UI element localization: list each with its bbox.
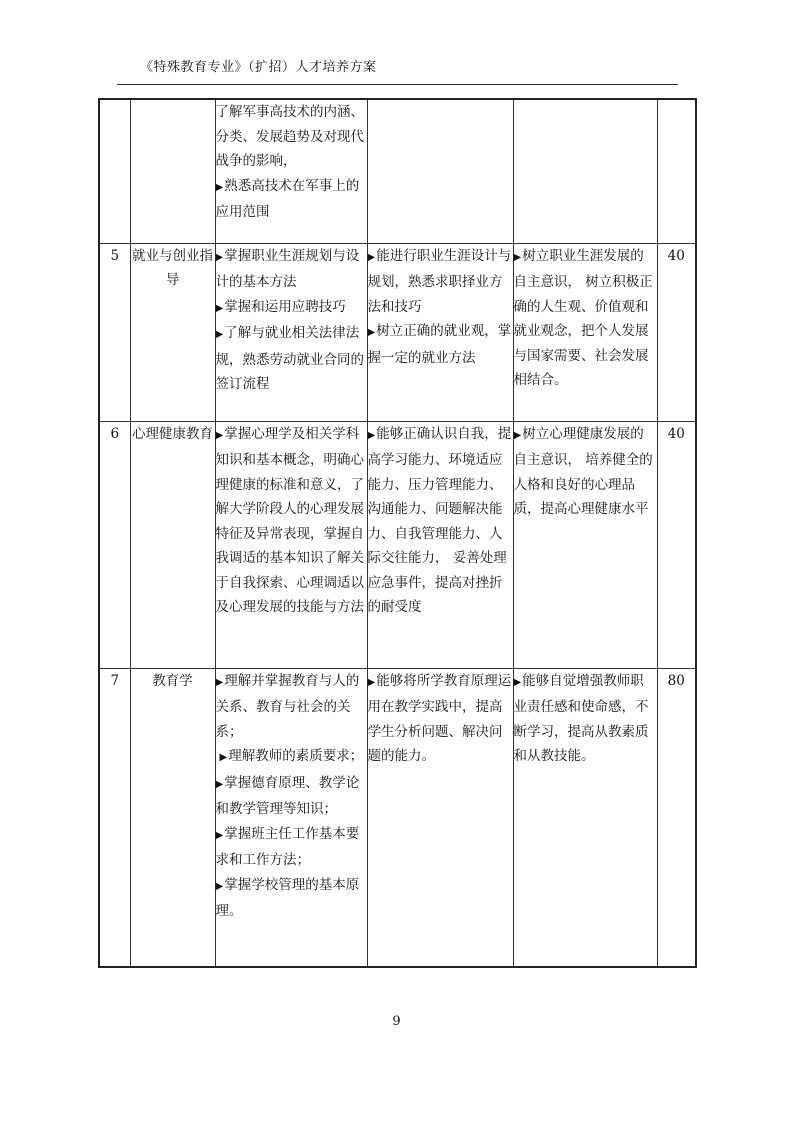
bullet-arrow-icon: ▶ xyxy=(367,251,376,263)
course-number: 6 xyxy=(99,421,130,668)
cell-item xyxy=(216,295,367,322)
course-name xyxy=(130,99,215,243)
course-number: 5 xyxy=(99,243,130,421)
cell-item-text: 树立正确的就业观，掌握一定的就业方法 xyxy=(367,323,512,366)
bullet-arrow-icon: ▶ xyxy=(215,829,224,841)
cell-item xyxy=(514,422,657,522)
cell-item xyxy=(368,422,513,620)
course-hours: 40 xyxy=(657,421,696,668)
bullet-arrow-icon: ▶ xyxy=(367,429,376,441)
ability-cell xyxy=(367,99,513,243)
course-number xyxy=(99,99,130,243)
cell-item-text: 树立心理健康发展的自主意识， 培养健全的人格和良好的心理品质，提高心理健康水平 xyxy=(513,425,653,517)
cell-item xyxy=(216,771,367,822)
bullet-arrow-icon: ▶ xyxy=(219,752,228,763)
ability-cell xyxy=(367,421,513,668)
knowledge-cell xyxy=(215,421,367,668)
cell-item-text: 掌握心理学及相关学科知识和基本概念，明确心理健康的标准和意义，了解大学阶段人的心理发展特征及异常表现，掌握自我调适的基本知识了解关于自我探索、心理调适以及心理发展的技能与方法 xyxy=(215,425,364,615)
cell-item-text: 熟悉高技术在军事上的应用范围 xyxy=(215,177,360,220)
cell-item-text: 掌握学校管理的基本原理。 xyxy=(215,876,360,919)
cell-item xyxy=(514,669,657,769)
cell-item-text: 了解军事高技术的内涵、分类、发展趋势及对现代战争的影响， xyxy=(215,104,364,169)
cell-item-text: 掌握德育原理、教学论和教学管理等知识； xyxy=(215,774,360,817)
quality-cell xyxy=(513,243,657,421)
course-hours xyxy=(657,99,696,243)
cell-item-text: 掌握和运用应聘技巧 xyxy=(224,298,346,315)
table-row xyxy=(99,421,696,668)
cell-item-text: 能够将所学教育原理运用在教学实践中，提高学生分析问题、解决问题的能力。 xyxy=(367,672,512,764)
bullet-arrow-icon: ▶ xyxy=(215,181,224,193)
bullet-arrow-icon: ▶ xyxy=(367,327,376,338)
quality-cell xyxy=(513,421,657,668)
quality-cell xyxy=(513,668,657,967)
cell-item-text: 能进行职业生涯设计与规划，熟悉求职择业方法和技巧 xyxy=(367,247,512,315)
cell-item xyxy=(216,100,367,174)
cell-item xyxy=(216,744,367,771)
cell-item xyxy=(216,873,367,924)
cell-item xyxy=(216,321,367,397)
bullet-arrow-icon: ▶ xyxy=(215,880,224,892)
cell-item xyxy=(216,244,367,295)
cell-item-text: 理解并掌握教育与人的关系、教育与社会的关系； xyxy=(215,672,360,740)
course-hours: 40 xyxy=(657,243,696,421)
cell-item xyxy=(514,244,657,393)
ability-cell xyxy=(367,668,513,967)
cell-item xyxy=(368,669,513,769)
bullet-arrow-icon: ▶ xyxy=(215,302,224,314)
course-name: 心理健康教育 xyxy=(130,421,215,668)
quality-cell xyxy=(513,99,657,243)
cell-item xyxy=(216,422,367,620)
bullet-arrow-icon: ▶ xyxy=(367,676,376,688)
course-number: 7 xyxy=(99,668,130,967)
table-row xyxy=(99,99,696,243)
bullet-arrow-icon: ▶ xyxy=(513,429,522,441)
cell-item-text: 理解教师的素质要求； xyxy=(228,748,364,764)
cell-item xyxy=(216,174,367,225)
page-header-title: 《特殊教育专业》（扩招）人才培养方案 xyxy=(140,60,377,75)
cell-item-text: 能够自觉增强教师职业责任感和使命感，不断学习，提高从教素质和从教技能。 xyxy=(513,672,649,764)
cell-item xyxy=(216,822,367,873)
bullet-arrow-icon: ▶ xyxy=(215,676,224,688)
cell-item-text: 掌握职业生涯规划与设计的基本方法 xyxy=(215,247,360,290)
curriculum-table xyxy=(98,98,697,968)
page-number: 9 xyxy=(392,1014,401,1029)
bullet-arrow-icon: ▶ xyxy=(513,676,522,688)
bullet-arrow-icon: ▶ xyxy=(215,251,224,263)
course-name: 教育学 xyxy=(130,668,215,967)
knowledge-cell xyxy=(215,99,367,243)
cell-item-text: 能够正确认识自我，提高学习能力、环境适应能力、压力管理能力、沟通能力、问题解决能力、自我管理能力、人际交往能力， 妥善处理应急事件，提高对挫折的耐受度 xyxy=(367,425,512,615)
cell-item xyxy=(368,244,513,320)
header-rule xyxy=(117,84,678,85)
course-hours: 80 xyxy=(657,668,696,967)
cell-item xyxy=(368,319,513,370)
course-name: 就业与创业指导 xyxy=(130,243,215,421)
cell-item-text: 了解与就业相关法律法规，熟悉劳动就业合同的签订流程 xyxy=(215,325,364,392)
ability-cell xyxy=(367,243,513,421)
cell-item xyxy=(216,669,367,745)
knowledge-cell xyxy=(215,668,367,967)
bullet-arrow-icon: ▶ xyxy=(215,429,224,441)
table-row xyxy=(99,668,696,967)
knowledge-cell xyxy=(215,243,367,421)
table-row xyxy=(99,243,696,421)
bullet-arrow-icon: ▶ xyxy=(215,778,224,790)
bullet-arrow-icon: ▶ xyxy=(215,329,224,340)
bullet-arrow-icon: ▶ xyxy=(513,251,522,263)
cell-item-text: 树立职业生涯发展的自主意识， 树立积极正确的人生观、价值观和就业观念，把个人发展与国家需要、社会发展相结合。 xyxy=(513,247,653,388)
cell-item-text: 掌握班主任工作基本要求和工作方法； xyxy=(215,825,360,868)
